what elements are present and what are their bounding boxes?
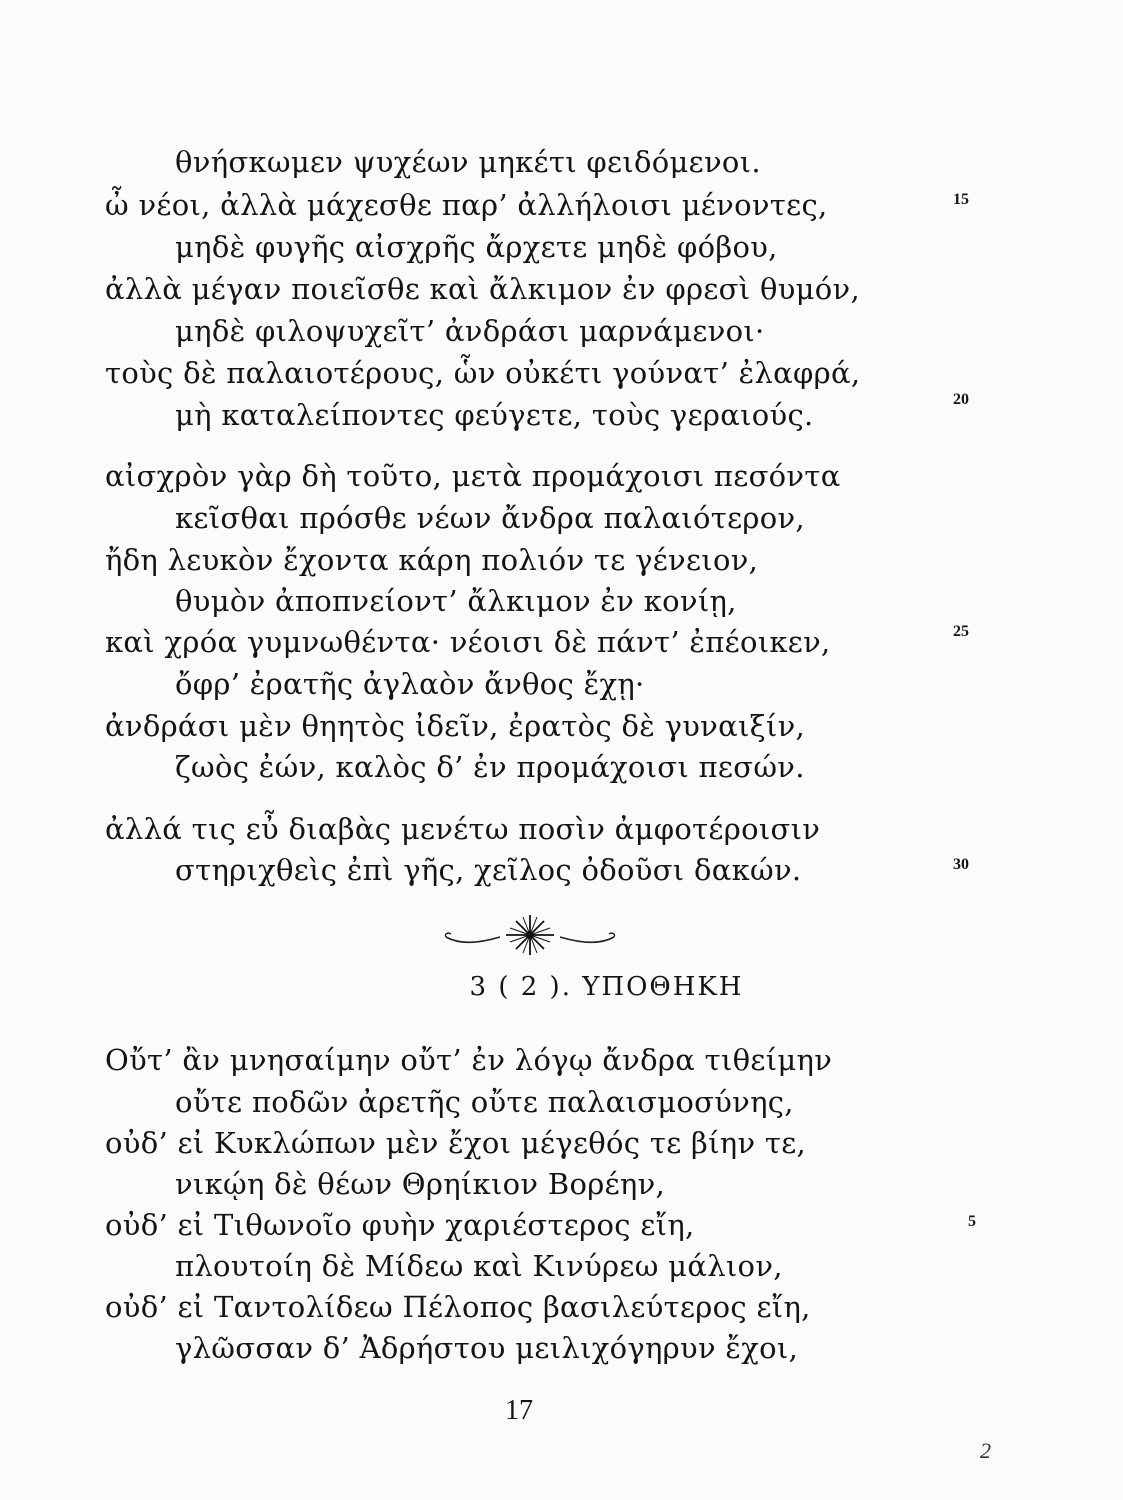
verse-line: πλουτοίη δὲ Μίδεω καὶ Κινύρεω μάλιον, (175, 1249, 783, 1283)
verse-line: οὐδ’ εἰ Ταντολίδεω Πέλοπος βασιλεύτερος εἴη, (105, 1290, 811, 1324)
verse-line: Οὔτ’ ἂν μνησαίμην οὔτ’ ἐν λόγῳ ἄνδρα τιθείμην (105, 1043, 833, 1077)
verse-line: ἤδη λευκὸν ἔχοντα κάρη πολιόν τε γένειον, (105, 543, 759, 577)
verse-line: ἀλλὰ μέγαν ποιεῖσθε καὶ ἄλκιμον ἐν φρεσὶ θυμόν, (105, 272, 860, 306)
verse-line: ὦ νέοι, ἀλλὰ μάχεσθε παρ’ ἀλλήλοισι μένοντες, (105, 188, 828, 222)
verse-line: μὴ καταλείποντες φεύγετε, τοὺς γεραιούς. (175, 398, 814, 432)
verse-line: αἰσχρὸν γὰρ δὴ τοῦτο, μετὰ προμάχοισι πεσόντα (105, 459, 841, 493)
fleuron-star-ornament-icon (440, 907, 620, 957)
verse-line: γλῶσσαν δ’ Ἀδρήστου μειλιχόγηρυν ἔχοι, (175, 1331, 799, 1365)
verse-line: θνήσκωμεν ψυχέων μηκέτι φειδόμενοι. (175, 145, 761, 179)
verse-line: νικῴη δὲ θέων Θρηίκιον Βορέην, (175, 1167, 666, 1201)
verse-line: οὐδ’ εἰ Τιθωνοῖο φυὴν χαριέστερος εἴη, (105, 1208, 695, 1242)
line-number: 15 (953, 191, 969, 208)
verse-line: οὔτε ποδῶν ἀρετῆς οὔτε παλαισμοσύνης, (175, 1085, 794, 1119)
section-title: 3 ( 2 ). ΥΠΟΘΗΚΗ (469, 972, 744, 1002)
line-number: 20 (953, 391, 969, 408)
verse-line: μηδὲ φυγῆς αἰσχρῆς ἄρχετε μηδὲ φόβου, (175, 230, 778, 264)
verse-line: κεῖσθαι πρόσθε νέων ἄνδρα παλαιότερον, (175, 501, 805, 535)
verse-line: τοὺς δὲ παλαιοτέρους, ὧν οὐκέτι γούνατ’ ἐλαφρά, (105, 356, 861, 390)
line-number: 5 (968, 1213, 976, 1230)
page-number: 17 (505, 1395, 533, 1426)
verse-line: στηριχθεὶς ἐπὶ γῆς, χεῖλος ὀδοῦσι δακών. (175, 853, 802, 887)
corner-mark: 2 (980, 1438, 991, 1463)
line-number: 30 (953, 856, 969, 873)
verse-line: θυμὸν ἀποπνείοντ’ ἄλκιμον ἐν κονίῃ, (175, 584, 737, 618)
verse-line: ἀνδράσι μὲν θηητὸς ἰδεῖν, ἐρατὸς δὲ γυναιξίν, (105, 709, 806, 743)
verse-line: οὐδ’ εἰ Κυκλώπων μὲν ἔχοι μέγεθός τε βίην τε, (105, 1126, 807, 1160)
line-number: 25 (953, 623, 969, 640)
verse-line: ἀλλά τις εὖ διαβὰς μενέτω ποσὶν ἀμφοτέροισιν (105, 812, 821, 846)
verse-line: ζωὸς ἐών, καλὸς δ’ ἐν προμάχοισι πεσών. (175, 750, 805, 784)
verse-line: ὄφρ’ ἐρατῆς ἀγλαὸν ἄνθος ἔχῃ· (175, 667, 645, 701)
verse-line: καὶ χρόα γυμνωθέντα· νέοισι δὲ πάντ’ ἐπέοικεν, (105, 625, 831, 659)
verse-line: μηδὲ φιλοψυχεῖτ’ ἀνδράσι μαρνάμενοι· (175, 314, 765, 348)
